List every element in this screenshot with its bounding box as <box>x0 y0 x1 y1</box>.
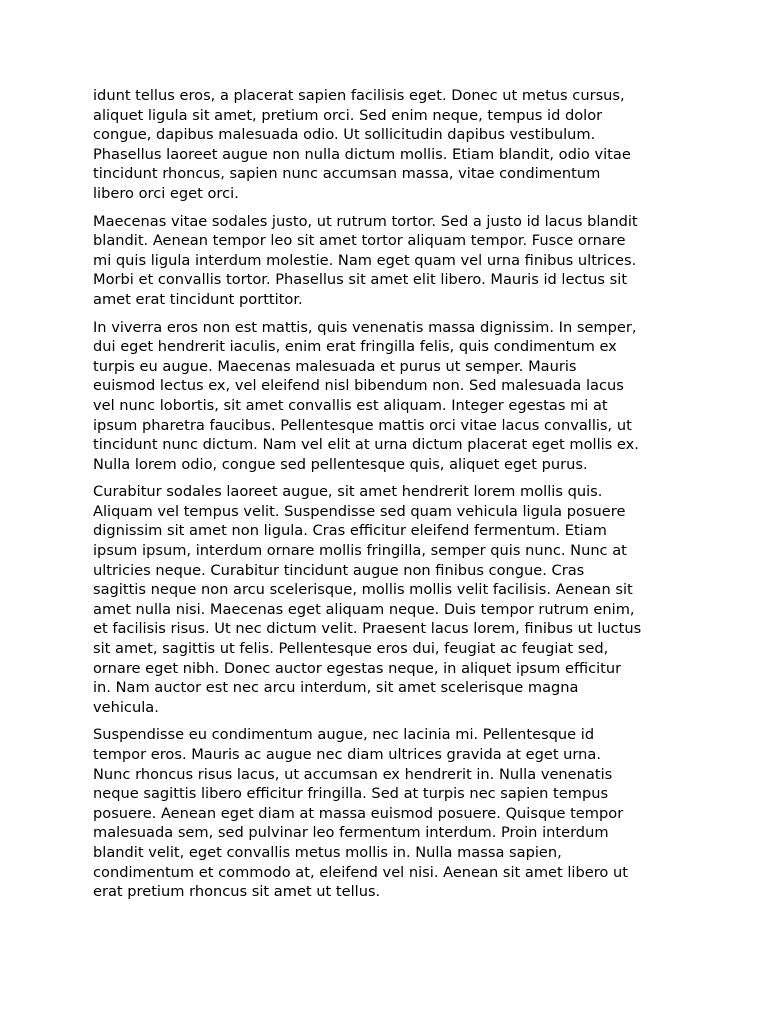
document-page <box>93 86 677 910</box>
paragraph-2: Maecenas vitae sodales justo, ut rutrum tortor. Sed a justo id lacus blandit blandit. Aenean tempor leo sit amet tortor aliquam tempor. Fusce ornare mi quis ligula interdum molestie. Nam eget quam vel urna finibus ultrices. Morbi et convallis tortor. Phasellus sit amet elit libero. Mauris id lectus sit amet erat tincidunt porttitor. <box>93 212 638 308</box>
paragraph-4: Curabitur sodales laoreet augue, sit amet hendrerit lorem mollis quis. Aliquam vel tempus velit. Suspendisse sed quam vehicula ligula posuere dignissim sit amet non ligula. Cras efficitur eleifend fermentum. Etiam ipsum ipsum, interdum ornare mollis fringilla, semper quis nunc. Nunc at ultricies neque. Curabitur tincidunt augue non finibus congue. Cras sagittis neque non arcu scelerisque, mollis mollis velit facilisis. Aenean sit amet nulla nisi. Maecenas eget aliquam neque. Duis tempor rutrum enim, et facilisis risus. Ut nec dictum velit. Praesent lacus lorem, finibus ut luctus sit amet, sagittis ut felis. Pellentesque eros dui, feugiat ac feugiat sed, ornare eget nibh. Donec auctor egestas neque, in aliquet ipsum efficitur in. Nam auctor est nec arcu interdum, sit amet scelerisque magna vehicula. <box>93 483 642 716</box>
paragraph-3: In viverra eros non est mattis, quis venenatis massa dignissim. In semper, dui eget hendrerit iaculis, enim erat fringilla felis, quis condimentum ex turpis eu augue. Maecenas malesuada et purus ut semper. Mauris euismod lectus ex, vel eleifend nisl bibendum non. Sed malesuada lacus vel nunc lobortis, sit amet convallis est aliquam. Integer egestas mi at ipsum pharetra faucibus. Pellentesque mattis orci vitae lacus convallis, ut tincidunt nunc dictum. Nam vel elit at urna dictum placerat eget mollis ex. Nulla lorem odio, congue sed pellentesque quis, aliquet eget purus. <box>93 318 639 473</box>
paragraph-5: Suspendisse eu condimentum augue, nec lacinia mi. Pellentesque id tempor eros. Mauris ac augue nec diam ultrices gravida at eget urna. Nunc rhoncus risus lacus, ut accumsan ex hendrerit in. Nulla venenatis neque sagittis libero efficitur fringilla. Sed at turpis nec sapien tempus posuere. Aenean eget diam at massa euismod posuere. Quisque tempor malesuada sem, sed pulvinar leo fermentum interdum. Proin interdum blandit velit, eget convallis metus mollis in. Nulla massa sapien, condimentum et commodo at, eleifend vel nisi. Aenean sit amet libero ut erat pretium rhoncus sit amet ut tellus. <box>93 726 628 901</box>
paragraph-1: idunt tellus eros, a placerat sapien facilisis eget. Donec ut metus cursus, aliquet ligula sit amet, pretium orci. Sed enim neque, tempus id dolor congue, dapibus malesuada odio. Ut sollicitudin dapibus vestibulum. Phasellus laoreet augue non nulla dictum mollis. Etiam blandit, odio vitae tincidunt rhoncus, sapien nunc accumsan massa, vitae condimentum libero orci eget orci. <box>93 87 631 202</box>
